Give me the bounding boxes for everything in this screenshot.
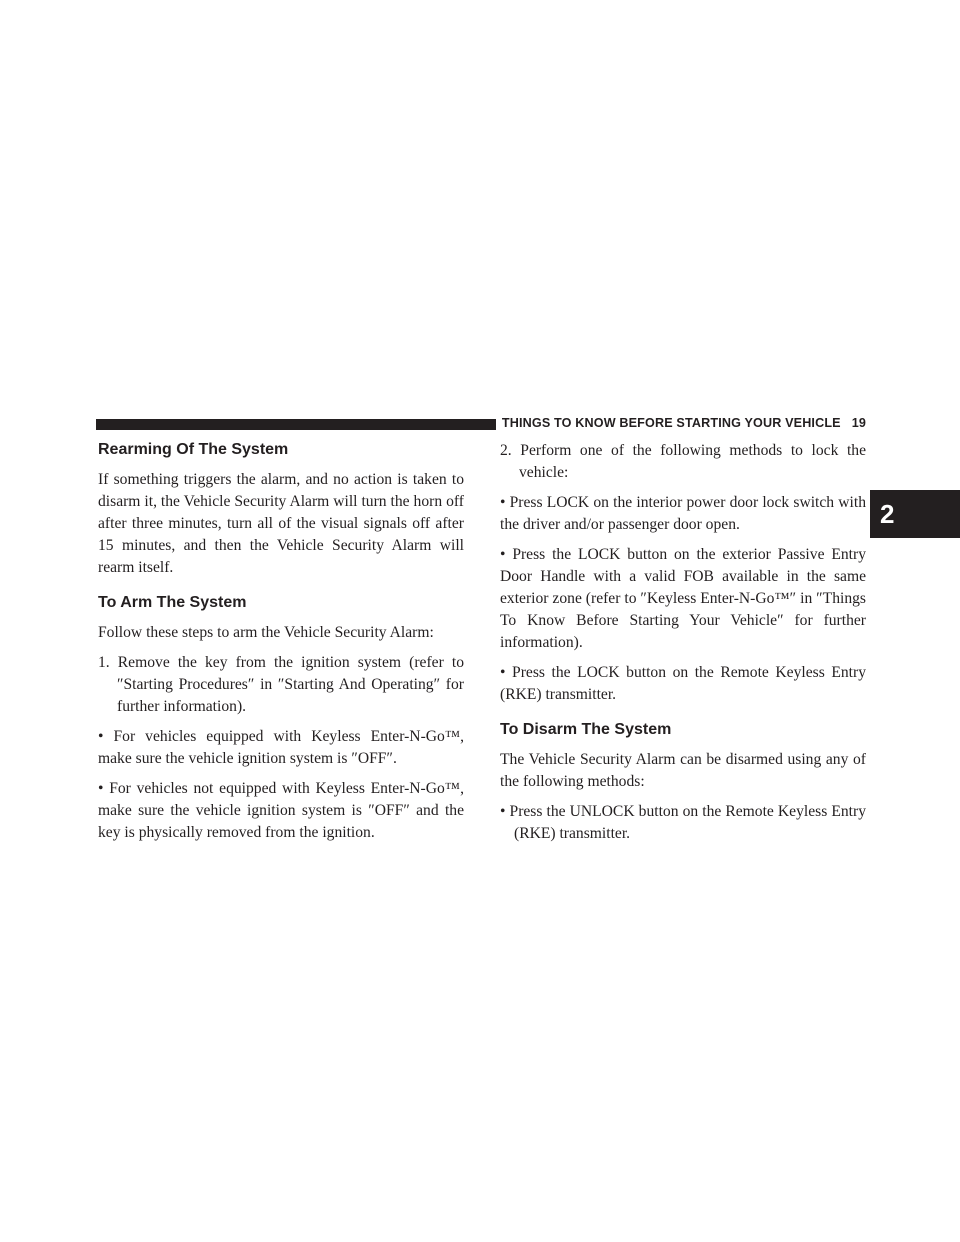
running-header: [500, 416, 866, 430]
bullet-interior-lock: • Press LOCK on the interior power door lock switch with the driver and/or passenger door open.: [500, 494, 866, 533]
step-2: 2. Perform one of the following methods to lock the vehicle:: [500, 442, 866, 481]
paragraph-arm-intro: Follow these steps to arm the Vehicle Security Alarm:: [98, 624, 434, 641]
header-rule: [96, 419, 496, 430]
running-title: THINGS TO KNOW BEFORE STARTING YOUR VEHICLE: [501, 416, 841, 430]
heading-disarm: To Disarm The System: [500, 721, 672, 738]
left-column: [98, 440, 464, 852]
chapter-tab: 2: [870, 490, 960, 538]
bullet-non-keyless: • For vehicles not equipped with Keyless Enter-N-Go™, make sure the vehicle ignition system is ″OFF″ and the key is physically removed from the ignition.: [98, 780, 464, 841]
step-1: 1. Remove the key from the ignition system (refer to ″Starting Procedures″ in ″Starting And Operating″ for further information).: [98, 654, 464, 715]
heading-arm: To Arm The System: [98, 594, 247, 611]
paragraph-rearming: If something triggers the alarm, and no action is taken to disarm it, the Vehicle Security Alarm will turn the horn off after three minutes, turn all of the visual signals off after 15 minutes, and then the Vehicle Security Alarm will rearm itself.: [98, 471, 464, 576]
paragraph-disarm: The Vehicle Security Alarm can be disarmed using any of the following methods:: [500, 751, 866, 790]
page-number: 19: [851, 416, 866, 430]
heading-rearming: Rearming Of The System: [98, 441, 289, 458]
bullet-rke-unlock: • Press the UNLOCK button on the Remote Keyless Entry (RKE) transmitter.: [500, 803, 866, 842]
bullet-passive-entry: • Press the LOCK button on the exterior Passive Entry Door Handle with a valid FOB available in the same exterior zone (refer to ″Keyless Enter-N-Go™″ in ″Things To Know Before Starting Your Vehicle″ for further information).: [500, 546, 866, 651]
bullet-rke-lock: • Press the LOCK button on the Remote Keyless Entry (RKE) transmitter.: [500, 664, 866, 703]
right-column: [500, 440, 866, 853]
bullet-keyless: • For vehicles equipped with Keyless Enter-N-Go™, make sure the vehicle ignition system is ″OFF″.: [98, 728, 464, 767]
